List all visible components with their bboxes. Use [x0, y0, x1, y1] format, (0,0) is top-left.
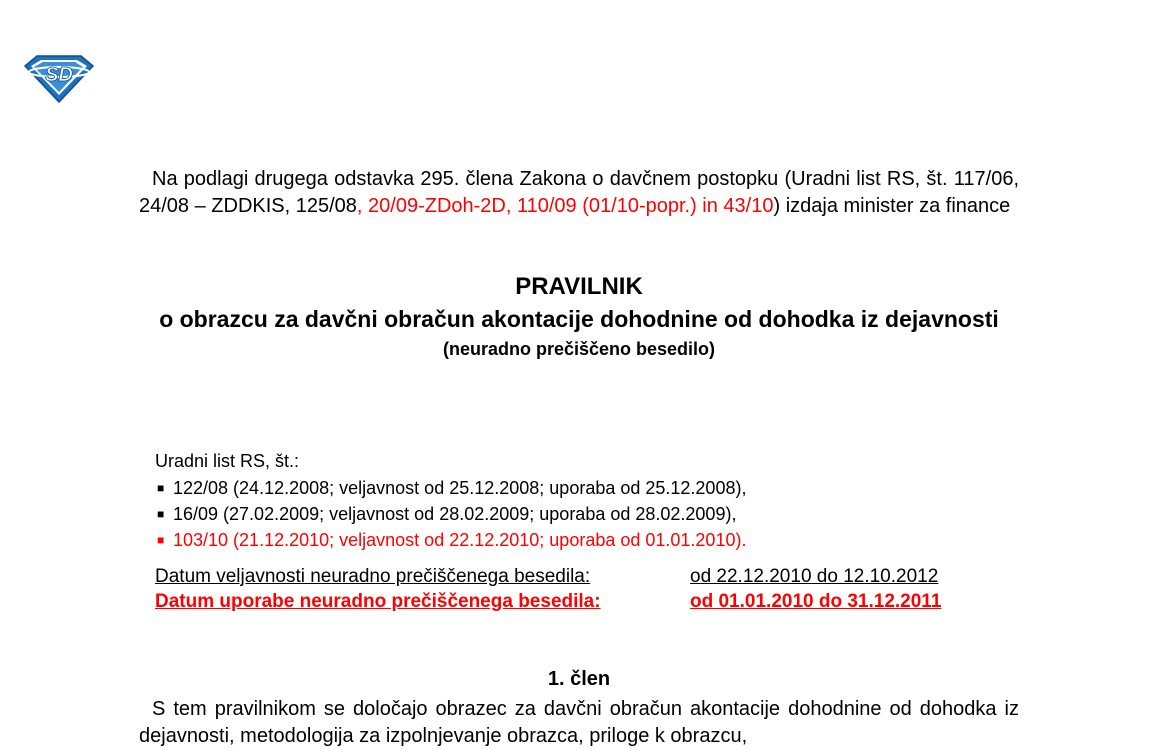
use-label: Datum uporabe neuradno prečiščenega besedila: — [155, 591, 601, 612]
validity-row — [155, 564, 941, 589]
gazette-item-text: 122/08 (24.12.2008; veljavnost od 25.12.2008; uporaba od 25.12.2008), — [173, 478, 747, 498]
intro-text: Na podlagi drugega odstavka 295. člena Zakona o davčnem postopku (Uradni list RS, št. 117/06, 24/08 – ZDDKIS, 125/08 — [139, 168, 1019, 217]
document-note: (neuradno prečiščeno besedilo) — [442, 339, 716, 359]
gazette-item — [155, 527, 746, 553]
article-text — [139, 696, 1019, 750]
gazette-list — [155, 448, 746, 553]
dates-block — [155, 564, 941, 614]
use-row — [155, 589, 941, 614]
bullet-icon: ■ — [157, 507, 165, 521]
document-subtitle: o obrazcu za davčni obračun akontacije dohodnine od dohodka iz dejavnosti — [159, 306, 999, 332]
gazette-item-text: 103/10 (21.12.2010; veljavnost od 22.12.2010; uporaba od 01.01.2010). — [173, 530, 747, 550]
bullet-icon: ■ — [157, 533, 165, 547]
intro-amendments-red: , 20/09-ZDoh-2D, 110/09 (01/10-popr.) in 43/10 — [356, 195, 774, 217]
use-value: od 01.01.2010 do 31.12.2011 — [690, 591, 942, 612]
gazette-heading: Uradni list RS, št.: — [155, 451, 300, 471]
bullet-icon: ■ — [157, 481, 165, 495]
gazette-item — [155, 501, 746, 527]
article-heading: 1. člen — [547, 668, 611, 690]
gazette-item-text: 16/09 (27.02.2009; veljavnost od 28.02.2009; uporaba od 28.02.2009), — [173, 504, 737, 524]
sd-logo-icon — [23, 52, 95, 104]
article-body: S tem pravilnikom se določajo obrazec za davčni obračun akontacije dohodnine od dohodka iz dejavnosti, metodologija za izpolnjevanje obrazca, priloge k obrazcu, — [139, 698, 1019, 747]
document-title: PRAVILNIK — [515, 273, 643, 300]
validity-label: Datum veljavnosti neuradno prečiščenega besedila: — [155, 566, 591, 587]
svg-text:SD: SD — [45, 64, 73, 86]
validity-value: od 22.12.2010 do 12.10.2012 — [690, 566, 939, 587]
intro-text-end: ) izdaja minister za finance — [773, 195, 1011, 217]
gazette-item — [155, 475, 746, 501]
intro-paragraph — [139, 166, 1019, 220]
title-block — [139, 272, 1019, 361]
